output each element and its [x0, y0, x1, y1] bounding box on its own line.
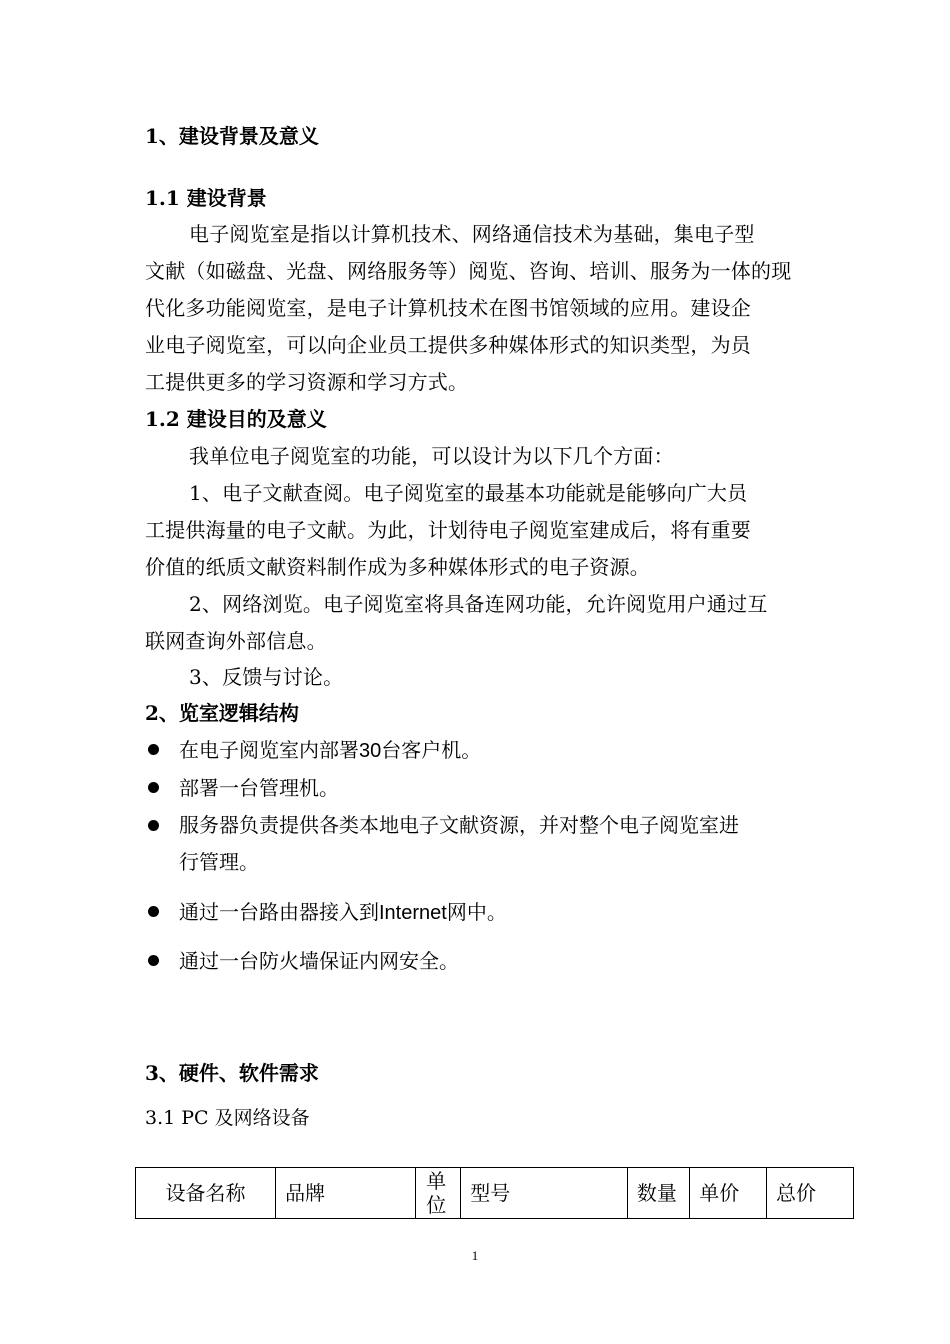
bullet-dot-icon	[148, 820, 159, 831]
section-1-2-heading: 1.2 建设目的及意义	[145, 407, 327, 431]
table-header-cell: 单价	[690, 1168, 767, 1219]
bullet-dot-icon	[148, 744, 159, 755]
bullet-item-continuation: 行管理。	[179, 850, 259, 874]
paragraph-line: 1、电子文献查阅。电子阅览室的最基本功能就是能够向广大员	[189, 481, 748, 505]
paragraph-line: 电子阅览室是指以计算机技术、网络通信技术为基础，集电子型	[189, 222, 755, 246]
bullet-item: 通过一台路由器接入到Internet网中。	[179, 900, 507, 924]
paragraph-line: 业电子阅览室，可以向企业员工提供多种媒体形式的知识类型，为员	[145, 333, 751, 357]
bullet-item: 服务器负责提供各类本地电子文献资源，并对整个电子阅览室进	[179, 813, 739, 837]
bullet-dot-icon	[148, 955, 159, 966]
bullet-dot-icon	[148, 906, 159, 917]
table-header-cell: 品牌	[276, 1168, 416, 1219]
table-header-cell: 设备名称	[136, 1168, 276, 1219]
paragraph-line: 我单位电子阅览室的功能，可以设计为以下几个方面：	[189, 444, 674, 468]
table-header-cell: 总价	[767, 1168, 854, 1219]
section-2-heading: 2、览室逻辑结构	[145, 701, 299, 725]
paragraph-line: 价值的纸质文献资料制作成为多种媒体形式的电子资源。	[145, 555, 650, 579]
table-header-cell: 单位	[416, 1168, 461, 1219]
equipment-table	[135, 1167, 854, 1219]
bullet-item: 在电子阅览室内部署30台客户机。	[179, 738, 482, 762]
page-number: 1	[471, 1248, 479, 1263]
paragraph-line: 3、反馈与讨论。	[189, 665, 344, 689]
section-1-heading: 1、建设背景及意义	[145, 124, 319, 148]
paragraph-line: 代化多功能阅览室，是电子计算机技术在图书馆领域的应用。建设企	[145, 296, 751, 320]
paragraph-line: 2、网络浏览。电子阅览室将具备连网功能，允许阅览用户通过互	[189, 592, 768, 616]
bullet-dot-icon	[148, 782, 159, 793]
table-header-cell: 数量	[627, 1168, 689, 1219]
paragraph-line: 工提供更多的学习资源和学习方式。	[145, 370, 469, 394]
paragraph-line: 文献（如磁盘、光盘、网络服务等）阅览、咨询、培训、服务为一体的现	[145, 259, 792, 283]
paragraph-line: 工提供海量的电子文献。为此，计划待电子阅览室建成后，将有重要	[145, 518, 751, 542]
section-1-1-heading: 1.1 建设背景	[145, 186, 267, 210]
bullet-item: 部署一台管理机。	[179, 776, 339, 800]
table-header-row	[136, 1168, 854, 1219]
paragraph-line: 联网查询外部信息。	[145, 629, 327, 653]
bullet-item: 通过一台防火墙保证内网安全。	[179, 949, 459, 973]
table-header-cell: 型号	[461, 1168, 628, 1219]
section-3-heading: 3、硬件、软件需求	[145, 1061, 319, 1085]
section-3-1-heading: 3.1 PC 及网络设备	[145, 1107, 310, 1129]
